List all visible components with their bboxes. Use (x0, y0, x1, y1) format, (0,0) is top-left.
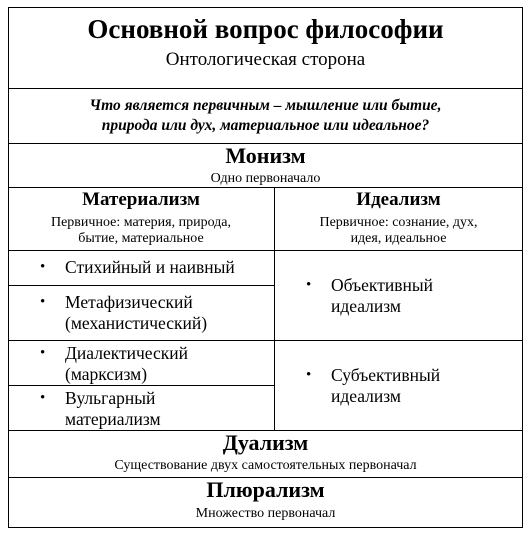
question-line-1: Что является первичным – мышление или бытие, (89, 97, 442, 114)
materialism-item-2-line-1: Метафизический (65, 292, 193, 312)
monism-title: Монизм (225, 143, 306, 168)
idealism-item-2-line-1: Субъективный (331, 365, 441, 385)
bullet-icon: • (40, 294, 46, 310)
dualism-cell (8, 430, 523, 474)
idealism-desc-2: идея, идеальное (350, 231, 447, 246)
bullet-icon: • (40, 345, 46, 361)
bullet-icon: • (40, 259, 46, 275)
materialism-desc-2: бытие, материальное (78, 231, 204, 246)
dualism-title: Дуализм (222, 430, 309, 455)
dualism-desc: Существование двух самостоятельных первоначал (114, 458, 417, 473)
materialism-item-2-line-2: (механистический) (65, 313, 208, 333)
divider-monism (8, 187, 523, 188)
bullet-icon: • (40, 390, 46, 406)
bullet-icon: • (306, 367, 312, 383)
divider-header (8, 88, 523, 89)
question-line-2: природа или дух, материальное или идеальное? (101, 117, 430, 134)
table-border-bottom (8, 527, 523, 528)
materialism-header (8, 189, 274, 247)
idealism-item-1-line-2: идеализм (331, 296, 402, 316)
question-cell (8, 96, 523, 136)
page-title: Основной вопрос философии (87, 14, 444, 44)
materialism-item-3-line-2: (марксизм) (65, 364, 148, 384)
monism-desc: Одно первоначало (210, 171, 321, 186)
pluralism-desc: Множество первоначал (195, 506, 336, 521)
divider-mat-3 (8, 385, 274, 386)
pluralism-cell (8, 477, 523, 522)
materialism-desc-1: Первичное: материя, природа, (50, 215, 232, 230)
bullet-icon: • (306, 277, 312, 293)
monism-cell (8, 143, 523, 187)
materialism-title: Материализм (82, 189, 200, 210)
table-border-top (8, 7, 523, 8)
idealism-item-2-line-2: идеализм (331, 386, 402, 406)
idealism-item-1-line-1: Объективный (331, 275, 433, 295)
page-subtitle: Онтологическая сторона (165, 49, 366, 70)
divider-mat-1 (8, 285, 274, 286)
materialism-item-4-line-1: Вульгарный (65, 388, 156, 408)
divider-branches (8, 250, 523, 251)
header-cell (8, 14, 523, 71)
divider-middle (8, 340, 523, 341)
idealism-desc-1: Первичное: сознание, дух, (319, 215, 478, 230)
pluralism-title: Плюрализм (206, 477, 325, 502)
idealism-title: Идеализм (356, 189, 441, 210)
materialism-item-1-line-1: Стихийный и наивный (65, 257, 235, 277)
materialism-item-3-line-1: Диалектический (65, 343, 189, 363)
idealism-header (275, 189, 522, 247)
materialism-item-4-line-2: материализм (65, 409, 161, 429)
